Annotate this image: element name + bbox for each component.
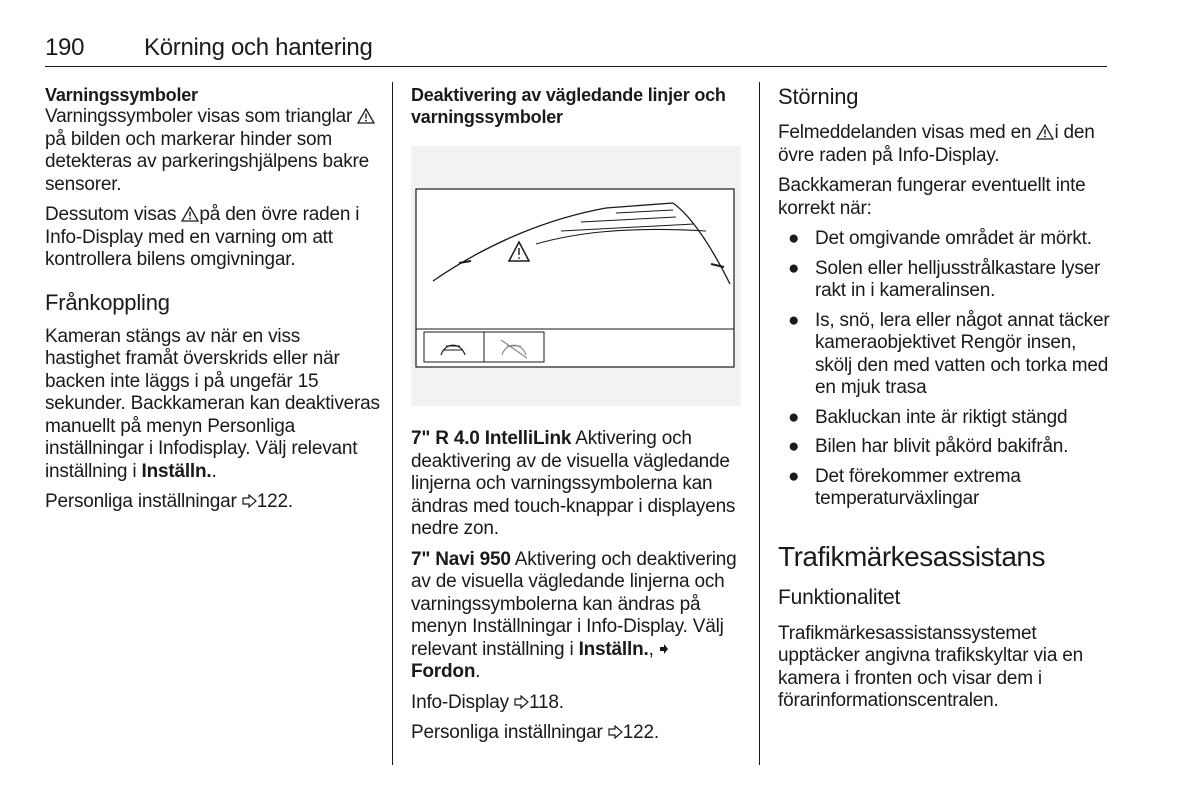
page-reference-arrow-icon <box>514 695 529 709</box>
varningssymboler-heading: Varningssymboler <box>45 85 198 105</box>
text-segment: Varningssymboler visas som trianglar <box>45 106 358 127</box>
text-segment: Personliga inställningar <box>45 491 242 512</box>
text-segment: . <box>475 661 481 682</box>
text-segment: . <box>211 460 217 482</box>
bullet-dot: ● <box>788 465 800 487</box>
text-segment: Dessutom visas <box>45 204 182 225</box>
backkamera-intro: Backkameran fungerar eventuellt inte korrekt när: <box>778 175 1086 219</box>
bullet-dot: ● <box>788 436 800 457</box>
text-segment: Felmeddelanden visas med en <box>778 122 1037 143</box>
text-segment: Aktivering och deaktivering av de visuella vägledande linjerna och varningssymbolerna kan ändras med touch-knappar i displayens nedre zon. <box>411 428 736 539</box>
page-reference[interactable]: 122. <box>256 491 293 512</box>
warning-triangle-icon <box>1036 124 1054 140</box>
list-item <box>778 436 1110 459</box>
intellilink-paragraph <box>411 428 743 541</box>
page-number: 190 <box>45 34 85 61</box>
list-item-text: Solen eller helljusstrålkastare lyser rakt in i kameralinsen. <box>815 257 1101 301</box>
bullet-dot: ● <box>788 309 800 331</box>
bullet-dot: ● <box>788 228 800 249</box>
frankoppling-heading: Frånkoppling <box>45 289 170 315</box>
column-divider-right <box>759 82 760 765</box>
bullet-dot: ● <box>788 257 800 279</box>
column-3 <box>778 84 1110 721</box>
text-segment: Info-Display <box>411 691 514 713</box>
menu-arrow-icon <box>659 643 669 655</box>
text-segment: på den övre raden i Info-Display med en varning om att kontrollera bilens omgivningar. <box>45 204 360 270</box>
text-segment: på bilden och markerar hinder som detekteras av parkeringshjälpens bakre sensorer. <box>45 128 370 195</box>
column-2 <box>411 84 743 753</box>
navi950-paragraph <box>411 549 743 684</box>
warning-triangle-icon <box>181 206 199 222</box>
warning-triangle-icon <box>357 108 375 124</box>
model-label: 7" R 4.0 IntelliLink <box>411 428 572 449</box>
camera-display-illustration <box>411 146 741 406</box>
list-item-text: Det omgivande området är mörkt. <box>815 228 1092 249</box>
list-item <box>778 310 1110 400</box>
camera-display-figure <box>411 146 741 406</box>
info-display-warning-paragraph <box>45 204 380 272</box>
page-reference-arrow-icon <box>242 494 257 508</box>
storning-heading: Störning <box>778 84 859 109</box>
text-segment: , <box>648 638 659 660</box>
list-item-text: Bilen har blivit påkörd bakifrån. <box>815 436 1069 457</box>
menu-label: Inställn. <box>141 460 212 482</box>
storning-paragraph <box>778 122 1110 167</box>
list-item <box>778 228 1110 251</box>
page-reference[interactable]: 118. <box>529 691 564 713</box>
list-item <box>778 407 1110 430</box>
text-segment: Aktivering och deaktivering av de visuella vägledande linjerna och varningssymbolerna kan ändras på menyn Inställningar i Info-Display. Välj relevant inställning i <box>411 548 737 660</box>
info-display-ref <box>411 692 743 715</box>
bullet-dot: ● <box>788 406 800 428</box>
personliga-installningar-ref <box>411 722 743 745</box>
funktionalitet-paragraph: Trafikmärkesassistanssystemet upptäcker angivna trafikskyltar via en kamera i fronten och visar dem i förarinformationscentralen. <box>778 622 1084 711</box>
page-reference[interactable]: 122. <box>622 722 659 743</box>
trafikmarkesassistans-heading: Trafikmärkesassistans <box>778 540 1045 572</box>
model-label: 7" Navi 950 <box>411 548 511 570</box>
page-reference-arrow-icon <box>608 725 623 739</box>
fault-conditions-list <box>778 228 1110 511</box>
page-header <box>45 34 1107 67</box>
column-divider-left <box>392 82 393 765</box>
text-segment: i den övre raden på Info-Display. <box>778 122 1095 166</box>
list-item <box>778 258 1110 303</box>
personliga-installningar-ref <box>45 491 380 514</box>
chapter-title: Körning och hantering <box>144 34 373 61</box>
frankoppling-paragraph <box>45 326 380 484</box>
list-item-text: Bakluckan inte är riktigt stängd <box>815 406 1068 428</box>
list-item-text: Is, snö, lera eller något annat täcker kameraobjektivet Rengör insen, skölj den med vatten och torka med en mjuk trasa <box>815 309 1110 398</box>
text-segment: Personliga inställningar <box>411 722 608 743</box>
column-1 <box>45 84 380 522</box>
list-item <box>778 466 1110 511</box>
varningssymboler-paragraph <box>45 106 380 196</box>
menu-label: Inställn. <box>578 638 649 660</box>
list-item-text: Det förekommer extrema temperaturväxlingar <box>815 465 1021 509</box>
funktionalitet-heading: Funktionalitet <box>778 585 901 609</box>
menu-label: Fordon <box>411 661 476 682</box>
figure-title: Deaktivering av vägledande linjer och varningssymboler <box>411 85 726 127</box>
text-segment: Kameran stängs av när en viss hastighet framåt överskrids eller när backen inte läggs i på ungefär 15 sekunder. Backkameran kan deaktiveras manuellt på menyn Personliga inställningar i Infodisplay. Välj relevant inställning i <box>45 325 380 482</box>
